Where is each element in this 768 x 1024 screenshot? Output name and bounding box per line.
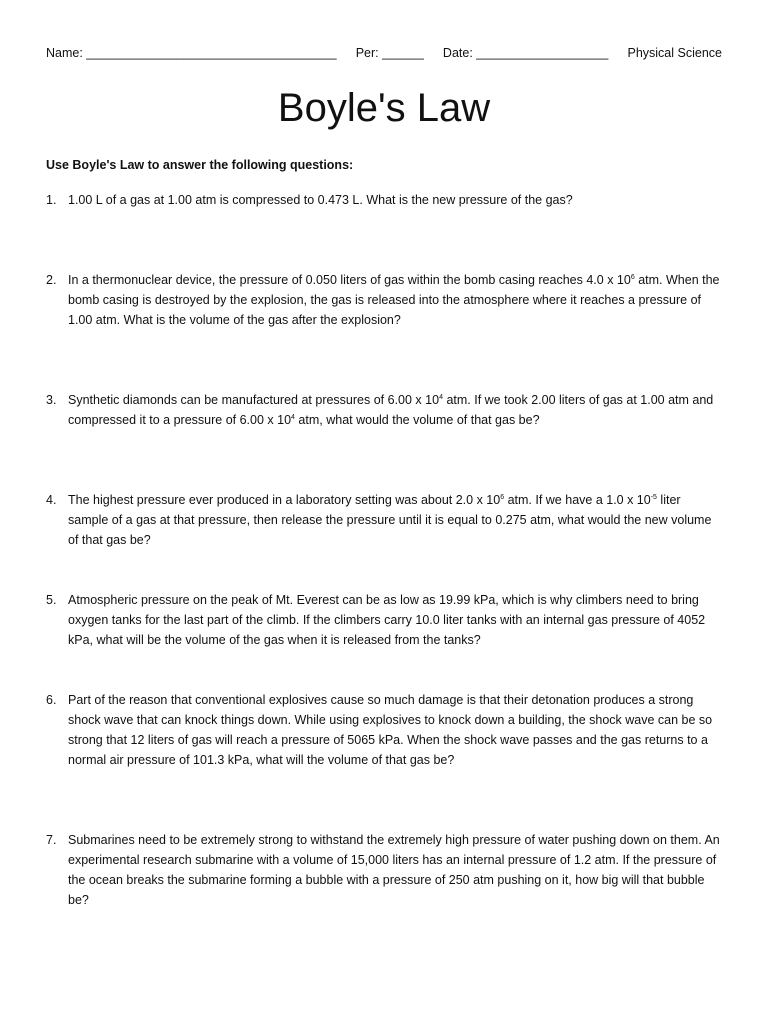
exponent: 6	[630, 273, 635, 281]
question-text-part: atm. If we have a 1.0 x 10	[504, 493, 651, 507]
question-text-part: liter sample of a gas at that pressure, then release the pressure until it is equal to 0.275 atm, what would the new volume of that gas be?	[68, 493, 712, 547]
question-text: Part of the reason that conventional explosives cause so much damage is that their detonation produces a strong shock wave that can knock things down. While using explosives to knock down a building, the shock wave can be so strong that 12 liters of gas will reach a pressure of 5065 kPa. When the shock wave passes and the gas returns to a normal air pressure of 101.3 kPa, what will the volume of that gas be?	[68, 693, 713, 767]
question-text: Submarines need to be extremely strong to withstand the extremely high pressure of water pushing down on them. An experimental research submarine with a volume of 15,000 liters has an internal pressure of 1.2 atm. If the pressure of the ocean breaks the submarine forming a bubble with a pressure of 250 atm pushing on it, how big will that bubble be?	[68, 833, 720, 907]
instructions: Use Boyle's Law to answer the following questions:	[46, 158, 354, 172]
question-number: 7.	[46, 833, 57, 847]
question-text-part: atm, what would the volume of that gas be?	[294, 413, 540, 427]
page-title: Boyle's Law	[277, 86, 491, 130]
question-number: 3.	[46, 393, 57, 407]
question-5	[46, 590, 722, 650]
question-text	[68, 270, 722, 330]
question-number: 1.	[46, 193, 57, 207]
question-6	[46, 690, 722, 770]
question-text-part: The highest pressure ever produced in a laboratory setting was about 2.0 x 10	[68, 493, 501, 507]
period-field[interactable]: Per: ______	[355, 46, 424, 60]
question-text: 1.00 L of a gas at 1.00 atm is compressed to 0.473 L. What is the new pressure of the gas?	[68, 193, 573, 207]
question-text-part: atm. If we took 2.00 liters of gas at 1.00 atm and compressed it to a pressure of 6.00 x 10	[68, 393, 714, 427]
question-number: 2.	[46, 273, 57, 287]
exponent: 6	[500, 493, 505, 501]
date-field[interactable]: Date: ___________________	[442, 46, 609, 60]
question-text: Atmospheric pressure on the peak of Mt. Everest can be as low as 19.99 kPa, which is why climbers need to bring oxygen tanks for the last part of the climb. If the climbers carry 10.0 liter tanks with an internal gas pressure of 4052 kPa, what will be the volume of the gas when it is released from the tanks?	[68, 593, 706, 647]
question-text-part: In a thermonuclear device, the pressure of 0.050 liters of gas within the bomb casing reaches 4.0 x 10	[68, 273, 631, 287]
question-2	[46, 270, 722, 330]
question-number: 6.	[46, 693, 57, 707]
question-3	[46, 390, 722, 430]
question-number: 5.	[46, 593, 57, 607]
subject-label: Physical Science	[627, 46, 722, 60]
question-4	[46, 490, 722, 550]
question-text-part: Synthetic diamonds can be manufactured at pressures of 6.00 x 10	[68, 393, 440, 407]
question-number: 4.	[46, 493, 57, 507]
question-text	[68, 490, 722, 550]
question-7	[46, 830, 722, 910]
exponent: 4	[439, 393, 443, 401]
worksheet-header	[46, 46, 722, 60]
question-text-part: atm. When the bomb casing is destroyed by the explosion, the gas is released into the atmosphere where it reaches a pressure of 1.00 atm. What is the volume of the gas after the explosion?	[68, 273, 720, 327]
question-text	[68, 390, 722, 430]
exponent: 4	[291, 413, 295, 421]
question-1	[46, 190, 722, 210]
exponent: -5	[650, 493, 657, 501]
name-field[interactable]: Name: ____________________________________	[46, 46, 337, 60]
